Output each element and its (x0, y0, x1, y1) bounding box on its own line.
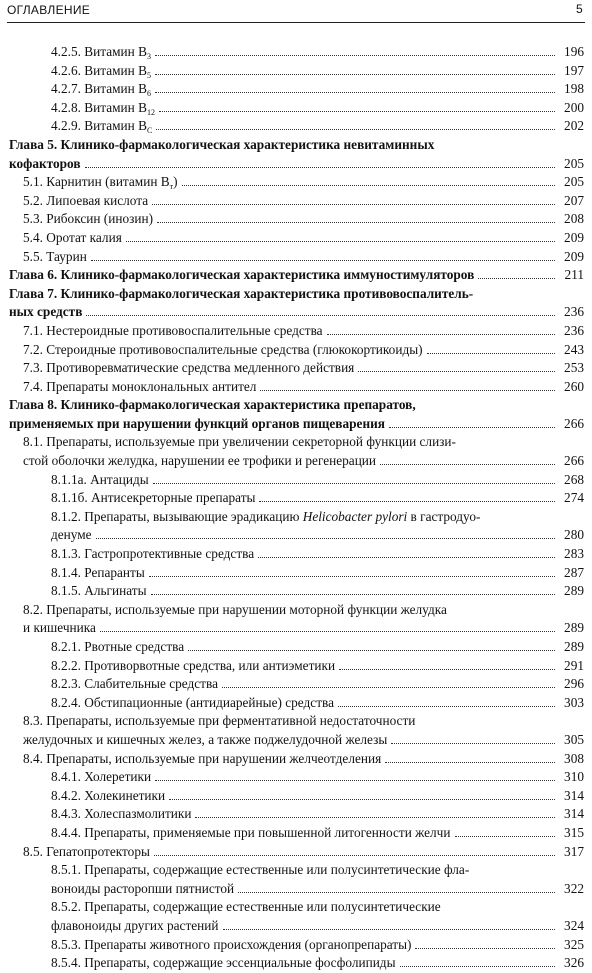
toc-entry-title (51, 917, 219, 936)
toc-entry-text: 4.2.9. Витамин В (51, 118, 147, 134)
toc-entry-text: 8.2.2. Противорвотные средства, или антиэметики (51, 657, 336, 673)
toc-entry-text: 5.2. Липоевая кислота (23, 192, 149, 208)
toc-page-number: 208 (564, 211, 584, 227)
toc-entry-text: 8.4.1. Холеретики (51, 769, 152, 785)
toc-page-number: 209 (564, 248, 584, 264)
dot-leader (339, 669, 555, 670)
toc-entry-row (9, 415, 584, 434)
toc-entry-row (23, 619, 584, 638)
toc-page-number: 205 (564, 155, 584, 171)
toc-page-number: 296 (564, 676, 584, 692)
toc-entry-subscript: 5 (146, 70, 151, 80)
toc-entry-text: ных средств (9, 304, 83, 320)
toc-entry-text: 8.5.1. Препараты, содержащие естественные или полусинтетические фла- (51, 862, 470, 878)
toc-entry-text: 8.1.5. Альгинаты (51, 583, 147, 599)
toc-entry-row (51, 43, 584, 62)
toc-entry-line (23, 433, 584, 452)
dot-leader (126, 241, 555, 242)
toc-entry-title (51, 936, 411, 955)
toc-page-number: 326 (564, 955, 584, 971)
toc-entry-text: 5.1. Карнитин (витамин В (23, 174, 170, 190)
toc-entry-text: 8.4.3. Холеспазмолитики (51, 806, 192, 822)
toc-entry-row (51, 954, 584, 973)
toc-entry-row (23, 173, 584, 192)
toc-entry-title (51, 471, 149, 490)
toc-entry[interactable] (9, 80, 584, 99)
toc-entry[interactable] (9, 824, 584, 843)
toc-entry[interactable] (9, 285, 584, 322)
toc-entry-row (23, 229, 584, 248)
toc-page-number: 260 (564, 378, 584, 394)
toc-entry-subscript: 12 (146, 107, 155, 117)
dot-leader (157, 222, 555, 223)
toc-entry-row (23, 322, 584, 341)
toc-entry-text: 5.3. Рибоксин (инозин) (23, 211, 154, 227)
toc-entry[interactable] (9, 898, 584, 935)
toc-entry[interactable] (9, 341, 584, 360)
toc-entry-line (9, 396, 584, 415)
toc-entry[interactable] (9, 861, 584, 898)
toc-entry-text: и кишечника (23, 620, 96, 636)
toc-entry-title (23, 173, 178, 192)
toc-page-number: 308 (564, 750, 584, 766)
toc-entry[interactable] (9, 359, 584, 378)
toc-entry-title (51, 675, 218, 694)
toc-entry[interactable] (9, 210, 584, 229)
toc-entry-line (9, 136, 584, 155)
toc-entry-text: 5.5. Таурин (23, 248, 87, 264)
toc-entry-title (51, 638, 184, 657)
dot-leader (338, 706, 555, 707)
dot-leader (327, 334, 555, 335)
toc-entry-text: стой оболочки желудка, нарушении ее трофики и регенерации (23, 453, 377, 469)
toc-entry[interactable] (9, 750, 584, 769)
toc-entry-text: флавоноиды других растений (51, 917, 219, 933)
toc-page-number: 197 (564, 62, 584, 78)
toc-entry[interactable] (9, 248, 584, 267)
dot-leader (149, 576, 555, 577)
toc-entry-text: Глава 7. Клинико-фармакологическая характеристика противовоспалитель- (9, 285, 474, 301)
toc-entry[interactable] (9, 638, 584, 657)
toc-entry-row (9, 266, 584, 285)
toc-entry-row (23, 341, 584, 360)
toc-entry[interactable] (9, 675, 584, 694)
toc-page-number: 325 (564, 936, 584, 952)
toc-entry-line (51, 861, 584, 880)
toc-page-number: 283 (564, 546, 584, 562)
toc-entry-title (23, 248, 87, 267)
toc-entry-row (23, 731, 584, 750)
toc-page-number: 291 (564, 657, 584, 673)
dot-leader (427, 353, 555, 354)
dot-leader (391, 743, 555, 744)
toc-entry-title (51, 880, 234, 899)
toc-entry-text: 5.4. Оротат калия (23, 229, 122, 245)
dot-leader (100, 631, 555, 632)
toc-entry-text: 8.4.2. Холекинетики (51, 787, 166, 803)
toc-entry[interactable] (9, 136, 584, 173)
toc-entry-title (51, 545, 254, 564)
header-title: ОГЛАВЛЕНИЕ (7, 3, 91, 17)
toc-page-number: 324 (564, 917, 584, 933)
toc-entry[interactable] (9, 378, 584, 397)
toc-entry-row (9, 155, 584, 174)
toc-entry-title (23, 359, 354, 378)
toc-entry-text: 8.5.4. Препараты, содержащие эссенциальные фосфолипиды (51, 955, 396, 971)
toc-entry-text: желудочных и кишечных желез, а также поджелудочной железы (23, 731, 388, 747)
toc-entry[interactable] (9, 712, 584, 749)
toc-entry[interactable] (9, 396, 584, 433)
toc-entry-row (23, 843, 584, 862)
toc-entry-text: 8.2.4. Обстипационные (антидиарейные) средства (51, 694, 335, 710)
toc-entry-title (23, 192, 148, 211)
toc-entry-title (51, 80, 151, 99)
toc-entry-row (9, 303, 584, 322)
dot-leader (155, 92, 555, 93)
toc-entry-text: 8.1.1а. Антациды (51, 471, 149, 487)
toc-entry-row (51, 917, 584, 936)
toc-entry[interactable] (9, 471, 584, 490)
toc-entry-text: 4.2.5. Витамин В (51, 44, 147, 59)
toc-entry-text: в гастродуо- (407, 508, 481, 524)
toc-entry-text: 7.3. Противоревматические средства медленного действия (23, 360, 355, 376)
toc-entry-title (51, 99, 155, 118)
toc-page-number: 289 (564, 620, 584, 636)
toc-page-number: 314 (564, 787, 584, 803)
toc-page-number: 305 (564, 731, 584, 747)
toc-entry-title (23, 731, 387, 750)
toc-page-number: 287 (564, 564, 584, 580)
toc-page-number: 274 (564, 490, 584, 506)
toc-entry-row (51, 564, 584, 583)
toc-entry-title (51, 489, 255, 508)
toc-entry-text: 8.2. Препараты, используемые при нарушении моторной функции желудка (23, 601, 447, 617)
dot-leader (152, 204, 555, 205)
dot-leader (222, 687, 555, 688)
toc-page-number: 322 (564, 880, 584, 896)
toc-entry[interactable] (9, 936, 584, 955)
toc-entry-text: 8.3. Препараты, используемые при ферментативной недостаточности (23, 713, 416, 729)
toc-entry-text: 8.1.4. Репаранты (51, 564, 145, 580)
toc-entry-title (23, 322, 323, 341)
toc-entry-text: 7.1. Нестероидные противовоспалительные средства (23, 322, 323, 338)
toc-entry-row (51, 936, 584, 955)
toc-page-number: 317 (564, 843, 584, 859)
toc-entry-row (23, 378, 584, 397)
toc-entry[interactable] (9, 694, 584, 713)
toc-entry[interactable] (9, 433, 584, 470)
toc-entry-row (51, 526, 584, 545)
toc-entry-title (51, 564, 145, 583)
toc-page-number: 303 (564, 694, 584, 710)
toc-entry-text: применяемых при нарушении функций органов пищеварения (9, 415, 385, 431)
toc-page-number: 253 (564, 360, 584, 376)
toc-entry-text: 8.1.2. Препараты, вызывающие эрадикацию (51, 508, 303, 524)
toc-entry-row (23, 210, 584, 229)
dot-leader (389, 427, 555, 428)
toc-page-number: 198 (564, 81, 584, 97)
toc-entry-subscript: 6 (146, 89, 151, 99)
toc-entry-text: 8.1. Препараты, используемые при увеличении секреторной функции слизи- (23, 434, 456, 450)
toc-page-number: 205 (564, 174, 584, 190)
toc-entry-title (51, 694, 334, 713)
toc-page-number: 243 (564, 341, 584, 357)
toc-entry-row (23, 750, 584, 769)
toc-entry[interactable] (9, 657, 584, 676)
toc-entry-text: воноиды расторопши пятнистой (51, 880, 235, 896)
toc-entry[interactable] (9, 99, 584, 118)
toc-entry-title (23, 750, 381, 769)
toc-page-number: 207 (564, 192, 584, 208)
toc-page-number: 266 (564, 415, 584, 431)
toc-entry[interactable] (9, 954, 584, 973)
dot-leader (380, 464, 555, 465)
dot-leader (86, 315, 555, 316)
toc-entry-text: 7.2. Стероидные противовоспалительные средства (глюкокортикоиды) (23, 341, 423, 357)
toc-entry[interactable] (9, 843, 584, 862)
toc-entry-title (23, 452, 376, 471)
toc-entry-title (51, 657, 335, 676)
toc-page-number: 314 (564, 806, 584, 822)
dot-leader (415, 948, 555, 949)
toc-entry[interactable] (9, 508, 584, 545)
toc-entry[interactable] (9, 117, 584, 136)
dot-leader (478, 278, 555, 279)
dot-leader (96, 538, 555, 539)
dot-leader (151, 594, 555, 595)
toc-entry-line (51, 508, 584, 527)
toc-entry-text: 8.4. Препараты, используемые при нарушении желчеотделения (23, 750, 382, 766)
dot-leader (195, 817, 555, 818)
dot-leader (260, 390, 555, 391)
toc-entry-text: Глава 5. Клинико-фармакологическая характеристика невитаминных (9, 136, 435, 152)
toc-entry-text: кофакторов (9, 155, 81, 171)
toc-entry-text: 8.5.3. Препараты животного происхождения (органопрепараты) (51, 936, 412, 952)
toc-entry-row (51, 787, 584, 806)
toc-page-number: 236 (564, 304, 584, 320)
toc-page-number: 236 (564, 322, 584, 338)
toc-entry-row (51, 824, 584, 843)
toc-entry-title (9, 155, 81, 174)
toc-entry[interactable] (9, 489, 584, 508)
dot-leader (159, 111, 555, 112)
toc-entry-title (51, 582, 147, 601)
dot-leader (156, 129, 555, 130)
toc-entry-line (23, 601, 584, 620)
toc-entry-text: денуме (51, 527, 92, 543)
toc-entry[interactable] (9, 545, 584, 564)
toc-page-number: 315 (564, 824, 584, 840)
toc-page-number: 268 (564, 471, 584, 487)
toc-entry-title (51, 62, 151, 81)
header-page-number: 5 (576, 2, 583, 16)
toc-entry-row (23, 192, 584, 211)
toc-entry[interactable] (9, 266, 584, 285)
table-of-contents (9, 43, 584, 973)
toc-entry-line (9, 285, 584, 304)
toc-page-number: 289 (564, 639, 584, 654)
dot-leader (155, 55, 555, 56)
toc-entry-row (51, 489, 584, 508)
toc-entry-line (23, 712, 584, 731)
toc-entry[interactable] (9, 564, 584, 583)
toc-entry[interactable] (9, 229, 584, 248)
dot-leader (223, 929, 555, 930)
toc-entry-row (51, 694, 584, 713)
toc-entry-text: 8.1.1б. Антисекреторные препараты (51, 490, 256, 506)
toc-entry-title (23, 619, 96, 638)
dot-leader (455, 836, 556, 837)
toc-entry[interactable] (9, 62, 584, 81)
running-header (7, 0, 585, 23)
dot-leader (400, 966, 555, 967)
toc-page-number: 280 (564, 527, 584, 543)
toc-entry-row (51, 768, 584, 787)
dot-leader (91, 260, 555, 261)
toc-entry-row (23, 452, 584, 471)
toc-entry-subscript: т (169, 182, 174, 192)
dot-leader (153, 483, 555, 484)
toc-entry-row (51, 471, 584, 490)
dot-leader (182, 185, 555, 186)
toc-entry[interactable] (9, 768, 584, 787)
toc-entry-title (51, 117, 152, 136)
toc-entry-text: 8.5.2. Препараты, содержащие естественные или полусинтетические (51, 899, 441, 915)
toc-entry-text: 4.2.7. Витамин В (51, 81, 147, 97)
dot-leader (385, 762, 555, 763)
toc-entry-subscript: С (146, 126, 153, 136)
toc-entry-text: 8.2.3. Слабительные средства (51, 676, 218, 692)
toc-entry-text: 8.5. Гепатопротекторы (23, 843, 150, 859)
toc-entry-row (51, 805, 584, 824)
toc-entry-title (23, 229, 122, 248)
toc-entry-text: Глава 8. Клинико-фармакологическая характеристика препаратов, (9, 397, 416, 413)
dot-leader (155, 780, 555, 781)
toc-entry[interactable] (9, 787, 584, 806)
dot-leader (259, 501, 555, 502)
toc-entry[interactable] (9, 601, 584, 638)
dot-leader (188, 650, 555, 651)
toc-page-number: 310 (564, 769, 584, 785)
toc-entry-row (51, 99, 584, 118)
dot-leader (169, 799, 555, 800)
toc-entry[interactable] (9, 805, 584, 824)
toc-entry-text: 7.4. Препараты моноклональных антител (23, 378, 257, 394)
toc-entry-text: 4.2.6. Витамин В (51, 62, 147, 78)
toc-entry-line (51, 898, 584, 917)
toc-entry-text: 8.1.3. Гастропротективные средства (51, 546, 255, 562)
toc-page-number: 266 (564, 453, 584, 469)
toc-page-number: 196 (564, 44, 584, 59)
toc-entry-text: 8.4.4. Препараты, применяемые при повышенной литогенности желчи (51, 824, 451, 840)
toc-entry-row (51, 638, 584, 657)
toc-entry-title (51, 954, 396, 973)
toc-page-number: 209 (564, 229, 584, 245)
toc-entry-text: 8.2.1. Рвотные средства (51, 639, 185, 654)
toc-entry[interactable] (9, 173, 584, 192)
dot-leader (238, 892, 555, 893)
toc-entry-title (9, 266, 474, 285)
toc-page-number: 289 (564, 583, 584, 599)
toc-entry-title (51, 824, 451, 843)
toc-entry-row (23, 359, 584, 378)
toc-page-number: 211 (564, 267, 584, 283)
toc-entry-row (51, 880, 584, 899)
toc-entry-title (9, 303, 82, 322)
toc-entry-title (9, 415, 385, 434)
toc-entry-title (51, 526, 92, 545)
toc-entry-row (51, 675, 584, 694)
toc-entry-row (51, 657, 584, 676)
toc-entry-text: Глава 6. Клинико-фармакологическая характеристика иммуностимуляторов (9, 267, 475, 283)
toc-entry-row (51, 62, 584, 81)
toc-entry-text: ) (173, 174, 178, 190)
toc-entry-row (51, 117, 584, 136)
toc-entry-title (23, 341, 423, 360)
toc-page-number: 200 (564, 99, 584, 115)
toc-entry-row (51, 545, 584, 564)
dot-leader (154, 855, 555, 856)
toc-entry-subscript: 3 (146, 52, 151, 61)
dot-leader (85, 167, 555, 168)
toc-entry-row (23, 248, 584, 267)
toc-entry-title (23, 210, 153, 229)
dot-leader (358, 371, 555, 372)
toc-entry[interactable] (9, 582, 584, 601)
toc-entry-title (51, 805, 191, 824)
toc-entry-title (51, 787, 165, 806)
toc-page-number: 202 (564, 118, 584, 134)
dot-leader (155, 74, 555, 75)
toc-entry-title (51, 43, 151, 62)
toc-entry-row (51, 80, 584, 99)
toc-entry-text: Helicobacter pylori (302, 508, 408, 524)
toc-entry[interactable] (9, 192, 584, 211)
dot-leader (258, 557, 555, 558)
toc-entry[interactable] (9, 43, 584, 62)
toc-entry-text: 4.2.8. Витамин В (51, 99, 147, 115)
toc-entry-title (23, 378, 256, 397)
toc-entry-title (23, 843, 150, 862)
toc-entry[interactable] (9, 322, 584, 341)
toc-entry-row (51, 582, 584, 601)
toc-entry-title (51, 768, 151, 787)
